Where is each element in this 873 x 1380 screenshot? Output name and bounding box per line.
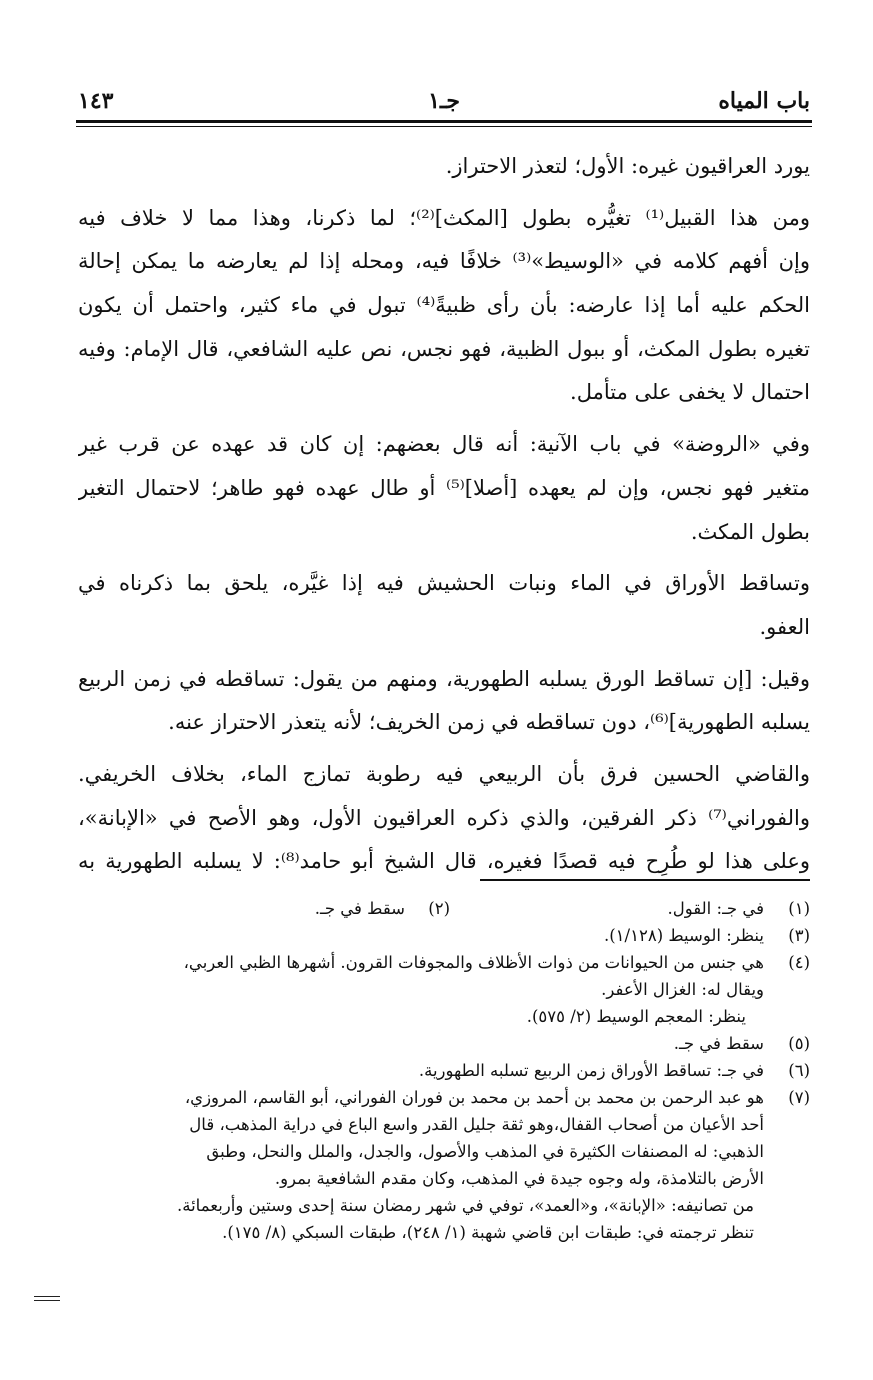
text-line: وعلى هذا لو طُرِح فيه قصدًا فغيره، قال الشيخ أبو حامد⁽⁸⁾: لا يسلبه الطهورية به [78, 849, 810, 874]
text-line: بطول المكث. [690, 519, 810, 544]
page-number: ١٤٣ [78, 88, 114, 114]
paragraph-4 [78, 562, 810, 649]
footnote-text: هي جنس من الحيوانات من ذوات الأظلاف والمجوفات القرون. أشهرها الظبي العربي، [183, 953, 764, 972]
paragraph-1 [78, 145, 810, 189]
footnote-text: ينظر: الوسيط (١/١٢٨). [603, 926, 764, 945]
footnote-text: من تصانيفه: «الإبانة»، و«العمد»، توفي في شهر رمضان سنة إحدى وستين وأربعمائة. [176, 1196, 754, 1215]
footnote-4-cont [78, 1003, 810, 1030]
footnote-text: ينظر: المعجم الوسيط (٢/ ٥٧٥). [526, 1007, 746, 1026]
footnote-7-cont [78, 1192, 810, 1219]
text-line: متغير فهو نجس، وإن لم يعهده [أصلا]⁽⁵⁾ أو طال عهده فهو طاهر؛ لاحتمال التغير [78, 475, 810, 500]
footnote-text: سقط في جـ. [314, 899, 405, 918]
footnote-6 [78, 1057, 810, 1084]
text-line: تغيره بطول المكث، أو ببول الظبية، فهو نجس، نص عليه الشافعي، قال الإمام: وفيه [78, 336, 810, 361]
paragraph-5 [78, 658, 810, 745]
footnote-number: (٥) [788, 1034, 810, 1053]
header-rule-thin [76, 126, 812, 127]
footnote-text: ويقال له: الغزال الأعفر. [601, 980, 764, 999]
footnote-7 [78, 1084, 810, 1111]
footnote-number: (٣) [788, 926, 810, 945]
footnote-number: (٢) [428, 899, 450, 918]
footnote-text: الأرض بالتلامذة، وله وجوه جيدة في المذهب، وكان مقدم الشافعية بمرو. [274, 1169, 764, 1188]
footnote-text: في جـ: تساقط الأوراق زمن الربيع تسلبه الطهورية. [418, 1061, 764, 1080]
text-line: الحكم عليه أما إذا عارضه: بأن رأى ظبيةً⁽⁴⁾ تبول في ماء كثير، واحتمل أن يكون [78, 293, 810, 318]
footnotes [78, 895, 810, 1246]
text-line: وقيل: [إن تساقط الورق يسلبه الطهورية، ومنهم من يقول: تساقطه في زمن الربيع [78, 666, 810, 691]
footnote-3 [78, 922, 810, 949]
text-line: وإن أفهم كلامه في «الوسيط»⁽³⁾ خلافًا فيه، ومحله إذا لم يعارضه ما يمكن إحالة [78, 249, 810, 274]
footnote-7-cont [78, 1219, 810, 1246]
text-line: وفي «الروضة» في باب الآنية: أنه قال بعضهم: إن كان قد عهده عن قرب غير [78, 432, 810, 457]
header-rule-thick [76, 120, 812, 123]
volume-label: جـ١ [428, 88, 460, 114]
footnote-number: (٤) [788, 953, 810, 972]
footnote-number: (٧) [788, 1088, 810, 1107]
section-title: باب المياه [718, 88, 810, 114]
paragraph-2 [78, 197, 810, 415]
footnote-7-cont [78, 1111, 810, 1138]
footnote-separator [480, 879, 810, 881]
text-line: العفو. [759, 614, 810, 639]
footnote-text: سقط في جـ. [673, 1034, 764, 1053]
footnote-text: هو عبد الرحمن بن محمد بن أحمد بن محمد بن فوران الفوراني، أبو القاسم، المروزي، [184, 1088, 764, 1107]
footnote-4 [78, 949, 810, 976]
footnote-1-2 [78, 895, 810, 922]
paragraph-3 [78, 423, 810, 554]
footnote-text: تنظر ترجمته في: طبقات ابن قاضي شهبة (١/ ٢٤٨)، طبقات السبكي (٨/ ١٧٥). [222, 1223, 754, 1242]
footnote-number: (٦) [788, 1061, 810, 1080]
text-line: احتمال لا يخفى على متأمل. [570, 380, 810, 405]
footnote-4-cont [78, 976, 810, 1003]
margin-mark [34, 1296, 60, 1302]
footnote-7-cont [78, 1138, 810, 1165]
footnote-5 [78, 1030, 810, 1057]
page-header [78, 84, 810, 118]
main-text [78, 145, 810, 892]
footnote-text: الذهبي: له المصنفات الكثيرة في المذهب والأصول، والجدل، والملل والنحل، وطبق [206, 1142, 764, 1161]
text-line: والفوراني⁽⁷⁾ ذكر الفرقين، والذي ذكره العراقيون الأول، وهو الأصح في «الإبانة»، [78, 805, 810, 830]
footnote-text: في جـ: القول. [667, 899, 764, 918]
text-line: وتساقط الأوراق في الماء ونبات الحشيش فيه إذا غيَّره، يلحق بما ذكرناه في [78, 571, 810, 596]
footnote-7-cont [78, 1165, 810, 1192]
text-line: يسلبه الطهورية]⁽⁶⁾، دون تساقطه في زمن الخريف؛ لأنه يتعذر الاحتراز عنه. [168, 710, 810, 735]
paragraph-6 [78, 753, 810, 884]
text-line: ومن هذا القبيل⁽¹⁾ تغيُّره بطول [المكث]⁽²⁾؛ لما ذكرنا، وهذا مما لا خلاف فيه [78, 205, 810, 230]
footnote-text: أحد الأعيان من أصحاب القفال،وهو ثقة جليل القدر واسع الباع في دراية المذهب، قال [189, 1115, 764, 1134]
text-line: يورد العراقيون غيره: الأول؛ لتعذر الاحتراز. [445, 154, 810, 178]
footnote-number: (١) [788, 899, 810, 918]
text-line: والقاضي الحسين فرق بأن الربيعي فيه رطوبة تمازج الماء، بخلاف الخريفي. [78, 761, 810, 786]
